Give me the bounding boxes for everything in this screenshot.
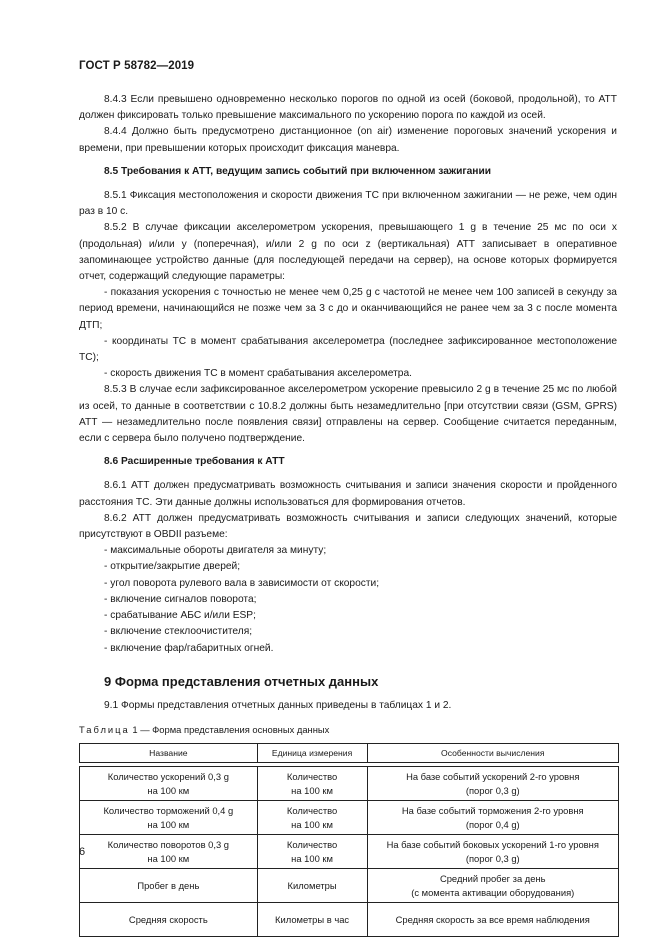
list-item: - срабатывание АБС и/или ESP; xyxy=(104,610,256,622)
paragraph-8-6-1: 8.6.1 АТТ должен предусматривать возможность считывания и записи значения скорости и пройденного расстояния ТС. Эти данные должны использоваться для формирования отчетов. xyxy=(79,480,617,508)
header-name: Название xyxy=(80,744,258,763)
list-item: - максимальные обороты двигателя за минуту; xyxy=(104,545,327,557)
table-cell: На базе событий торможения 2-го уровня (порог 0,4 g) xyxy=(367,801,619,835)
table-cell: На базе событий ускорений 2-го уровня (порог 0,3 g) xyxy=(367,767,619,801)
list-dash: - xyxy=(104,368,108,380)
table-cell: Количество на 100 км xyxy=(257,767,367,801)
obd-list xyxy=(79,543,617,656)
list-item: - показания ускорения с точностью не менее чем 0,25 g с частотой не менее чем 100 записей в секунду за период времени, начинающийся не позже чем за 3 с до и оканчивающийся не ранее чем за 3 с после момента ДТП; xyxy=(79,287,617,331)
table-1 xyxy=(79,743,619,937)
table-cell: Пробег в день xyxy=(80,869,258,903)
list-item: - угол поворота рулевого вала в зависимости от скорости; xyxy=(104,577,380,589)
table-cell: Количество поворотов 0,3 g на 100 км xyxy=(80,835,258,869)
paragraph-9-1: 9.1 Формы представления отчетных данных приведены в таблицах 1 и 2. xyxy=(104,699,452,711)
table-cell: Средний пробег за день (с момента активации оборудования) xyxy=(367,869,619,903)
document-header: ГОСТ Р 58782—2019 xyxy=(79,60,195,72)
table-cell: Количество на 100 км xyxy=(257,835,367,869)
table-cell: Количество на 100 км xyxy=(257,801,367,835)
list-dash: - xyxy=(104,561,108,573)
header-unit: Единица измерения xyxy=(257,744,367,763)
list-dash: - xyxy=(104,593,108,605)
list-item: - скорость движения ТС в момент срабатывания акселерометра. xyxy=(104,368,412,380)
list-dash: - xyxy=(104,610,108,622)
table-header-row xyxy=(80,744,619,763)
table-caption-label: Таблица xyxy=(79,723,130,735)
table-caption-text: 1 — Форма представления основных данных xyxy=(132,723,330,735)
list-dash: - xyxy=(104,287,108,299)
page-number: 6 xyxy=(79,846,86,858)
table-row xyxy=(80,767,619,801)
list-dash: - xyxy=(104,335,108,347)
table-row xyxy=(80,903,619,937)
list-dash: - xyxy=(104,642,108,654)
table-row xyxy=(80,801,619,835)
list-item: - открытие/закрытие дверей; xyxy=(104,561,241,573)
table-cell: Средняя скорость xyxy=(80,903,258,937)
table-row xyxy=(80,869,619,903)
paragraph-8-5-2: 8.5.2 В случае фиксации акселерометром ускорения, превышающего 1 g в течение 25 мс по оси x (продольная) и/или y (поперечная), и/или 2 g по оси z (вертикальная) АТТ записывает в оперативное запоминающее устройство данные (для последующей передачи на сервер), на основе которых формируется отчет, содержащий следующие параметры: xyxy=(79,222,617,283)
table-cell: Средняя скорость за все время наблюдения xyxy=(367,903,619,937)
paragraph-8-6-2: 8.6.2 АТТ должен предусматривать возможность считывания и записи следующих значений, которые присутствуют в OBDII разъеме: xyxy=(79,512,617,541)
list-item: - включение фар/габаритных огней. xyxy=(104,642,274,654)
list-dash: - xyxy=(104,545,108,557)
table-row xyxy=(80,835,619,869)
table-cell: Километры xyxy=(257,869,367,903)
list-dash: - xyxy=(104,577,108,589)
heading-8-5: 8.5 Требования к АТТ, ведущим запись событий при включенном зажигании xyxy=(104,165,491,177)
header-calc: Особенности вычисления xyxy=(367,744,619,763)
list-item: - координаты ТС в момент срабатывания акселерометра (последнее зафиксированное местоположение ТС); xyxy=(79,335,617,364)
table-cell: Километры в час xyxy=(257,903,367,937)
paragraph-8-5-1: 8.5.1 Фиксация местоположения и скорости движения ТС при включенном зажигании — не реже, чем один раз в 10 с. xyxy=(79,190,617,218)
paragraph-8-4-4: 8.4.4 Должно быть предусмотрено дистанционное (on air) изменение пороговых значений ускорения и времени, при превышении которых происходит фиксация маневра. xyxy=(79,126,617,154)
list-dash: - xyxy=(104,626,108,638)
heading-8-6: 8.6 Расширенные требования к АТТ xyxy=(104,456,285,468)
page-content xyxy=(79,92,617,937)
list-item: - включение стеклоочистителя; xyxy=(104,626,253,638)
table-cell: Количество торможений 0,4 g на 100 км xyxy=(80,801,258,835)
table-cell: На базе событий боковых ускорений 1-го уровня (порог 0,3 g) xyxy=(367,835,619,869)
paragraph-8-5-3: 8.5.3 В случае если зафиксированное акселерометром ускорение превысило 2 g в течение 25 мс по любой из осей, то данные в соответствии с 10.8.2 должны быть незамедлительно [при отсутствии связи (GSM, GPRS) АТТ — незамедлительно после появления связи] отправлены на сервер. Сообщение считается переданным, если с сервера было получено подтверждение. xyxy=(79,384,617,445)
paragraph-8-4-3: 8.4.3 Если превышено одновременно несколько порогов по одной из осей (боковой, продольной), то АТТ должен фиксировать только превышение максимального по ускорению порога по каждой из осей. xyxy=(79,94,617,122)
table-cell: Количество ускорений 0,3 g на 100 км xyxy=(80,767,258,801)
table-caption xyxy=(79,722,617,738)
list-item: - включение сигналов поворота; xyxy=(104,593,257,605)
section-9-title: 9 Форма представления отчетных данных xyxy=(104,673,379,689)
